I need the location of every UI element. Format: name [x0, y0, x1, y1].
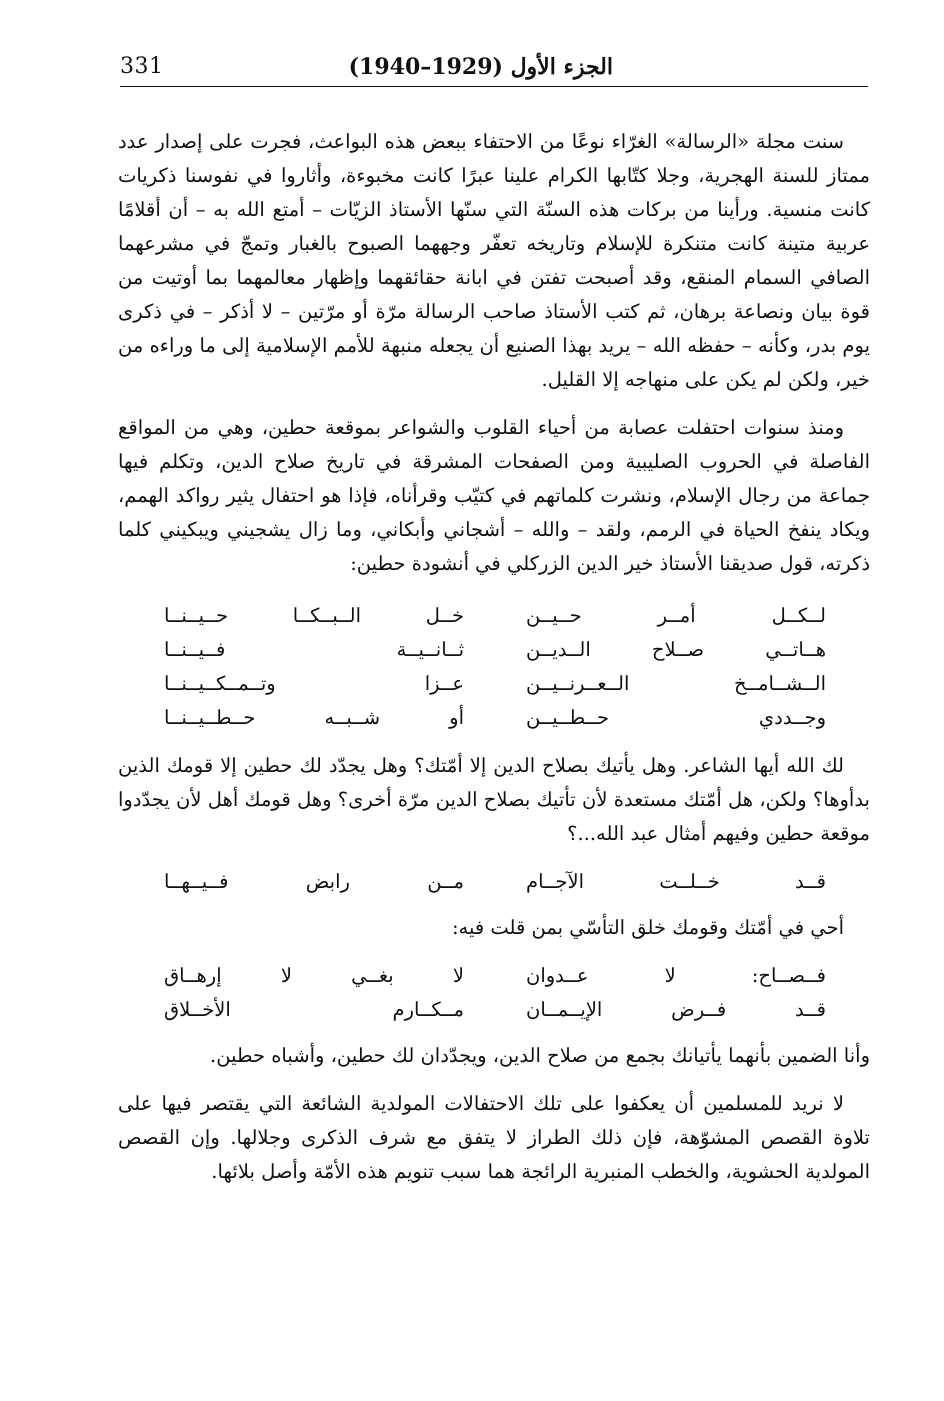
word: صــلاح	[651, 638, 705, 661]
verse-first-hemistich	[526, 993, 826, 1027]
word: الــعــرنــيــن	[526, 672, 630, 695]
word: لا	[452, 964, 464, 987]
word: حــيــنــا	[164, 604, 229, 627]
word: الــشــامــخ	[733, 672, 826, 695]
word: الــديــن	[526, 638, 591, 661]
word: ثــانــيــة	[396, 638, 464, 661]
verse-second-hemistich	[164, 993, 464, 1027]
word: الإيــمــان	[526, 998, 603, 1021]
word: إرهــاق	[164, 964, 222, 987]
verse-second-hemistich	[164, 599, 464, 633]
paragraph-6: لا نريد للمسلمين أن يعكفوا على تلك الاحتفالات المولدية الشائعة التي يقتصر فيها على تلاوة القصص المشوّهة، فإن ذلك الطراز لا يتفق مع شرف الذكرى وجلالها. وإن القصص المولدية الحشوية، والخطب المنبرية الرائجة هما سبب تنويم هذه الأمّة وأصل بلائها.	[118, 1092, 870, 1183]
word: مــكــارم	[392, 998, 464, 1021]
verse-first-hemistich	[526, 701, 826, 735]
word: عــزا	[424, 672, 464, 695]
verse-second-hemistich	[164, 701, 464, 735]
running-head: الجزء الأول (1929–1940)	[348, 54, 613, 80]
word: حــطــيــنــا	[164, 706, 256, 729]
word: رابض	[305, 870, 350, 893]
verse-second-hemistich	[164, 633, 464, 667]
word: وجــددي	[758, 706, 826, 729]
poem-verse-ajam	[118, 865, 870, 899]
paragraph-1: سنت مجلة «الرسالة» الغرّاء نوعًا من الاحتفاء ببعض هذه البواعث، فجرت على إصدار عدد ممتاز للسنة الهجرية، وجلا كتّابها الكرام علينا عبرًا كانت مخبوءة، وأثاروا في نفوسنا ذكريات كانت منسية. ورأينا من بركات هذه السنّة التي سنّها الأستاذ الزيّات – أمتع الله به – أن أقلامًا عربية متينة كانت متنكرة للإسلام وتاريخه تعفّر وجههما الصبوح بالغبار وتمجّ في مشرعهما الصافي السمام المنقع، وقد أصبحت تفتن في ابانة حقائقهما وإظهار معالمهما بما أوتيت من قوة بيان ونصاعة برهان، ثم كتب الأستاذ صاحب الرسالة مرّة أو مرّتين – لا أذكر – في ذكرى يوم بدر، وكأنه – حفظه الله – يريد بهذا الصنيع أن يجعله منبهة للأمم الإسلامية إلى ما وراءه من خير، ولكن لم يكن على منهاجه إلا القليل.	[118, 130, 870, 391]
page-body	[118, 125, 870, 1189]
verse	[118, 865, 870, 899]
poem-hattin	[118, 599, 870, 735]
word: الآجــام	[526, 870, 585, 893]
word: لــكــل	[771, 604, 826, 627]
word: فــرض	[671, 998, 727, 1021]
verse-first-hemistich	[526, 865, 826, 899]
word: مــن	[427, 870, 464, 893]
verse-first-hemistich	[526, 667, 826, 701]
word: لا	[280, 964, 292, 987]
verse	[118, 993, 870, 1027]
word: حــيــن	[526, 604, 582, 627]
word: قــد	[795, 870, 826, 893]
word: هــاتــي	[765, 638, 826, 661]
word: خــل	[425, 604, 464, 627]
word: أمــر	[657, 604, 696, 627]
verse	[118, 701, 870, 735]
paragraph-2: ومنذ سنوات احتفلت عصابة من أحياء القلوب والشواعر بموقعة حطين، وهي من المواقع الفاصلة في الحروب الصليبية ومن الصفحات المشرقة في تاريخ صلاح الدين، وتكلم فيها جماعة من رجال الإسلام، ونشرت كلماتهم في كتيّب وقرأناه، فإذا هو احتفال يثير رواكد الهمم، ويكاد ينفخ الحياة في الرمم، ولقد – والله – أشجاني وأبكاني، وما زال يشجيني ويبكيني كلما ذكرته، قول صديقنا الأستاذ خير الدين الزركلي في أنشودة حطين:	[118, 416, 870, 575]
paragraph-3: لك الله أيها الشاعر. وهل يأتيك بصلاح الدين إلا أمّتك؟ وهل يجدّد لك حطين إلا قومك الذين بدأوها؟ ولكن، هل أمّتك مستعدة لأن تأتيك بصلاح الدين مرّة أخرى؟ وهل قومك أهل لأن يجدّدوا موقعة حطين وفيهم أمثال عبد الله...؟	[118, 754, 870, 845]
word: حــطــيــن	[526, 706, 610, 729]
verse-second-hemistich	[164, 865, 464, 899]
word: فــصــاح:	[751, 964, 826, 987]
word: الــبــكــا	[292, 604, 362, 627]
poem-akhlaq	[118, 959, 870, 1027]
word: خــلــت	[659, 870, 720, 893]
word: بغــي	[351, 964, 394, 987]
verse-second-hemistich	[164, 667, 464, 701]
verse	[118, 599, 870, 633]
verse-first-hemistich	[526, 599, 826, 633]
paragraph-5: وأنا الضمين بأنهما يأتيانك بجمع من صلاح الدين، ويجدّدان لك حطين، وأشباه حطين.	[210, 1044, 870, 1067]
paragraph-4: أحي في أمّتك وقومك خلق التأسّي بمن قلت فيه:	[451, 916, 844, 939]
verse-second-hemistich	[164, 959, 464, 993]
word: أو	[449, 706, 464, 729]
word: عــدوان	[526, 964, 589, 987]
page-number: 331	[120, 54, 164, 79]
word: فــيــهــا	[164, 870, 229, 893]
verse	[118, 959, 870, 993]
word: الأخــلاق	[164, 998, 231, 1021]
page-header	[120, 44, 868, 87]
word: شــبــه	[324, 706, 381, 729]
verse-first-hemistich	[526, 959, 826, 993]
word: لا	[664, 964, 676, 987]
verse	[118, 667, 870, 701]
verse	[118, 633, 870, 667]
word: وتــمــكــيــنــا	[164, 672, 276, 695]
word: قــد	[795, 998, 826, 1021]
verse-first-hemistich	[526, 633, 826, 667]
word: فــيــنــا	[164, 638, 226, 661]
